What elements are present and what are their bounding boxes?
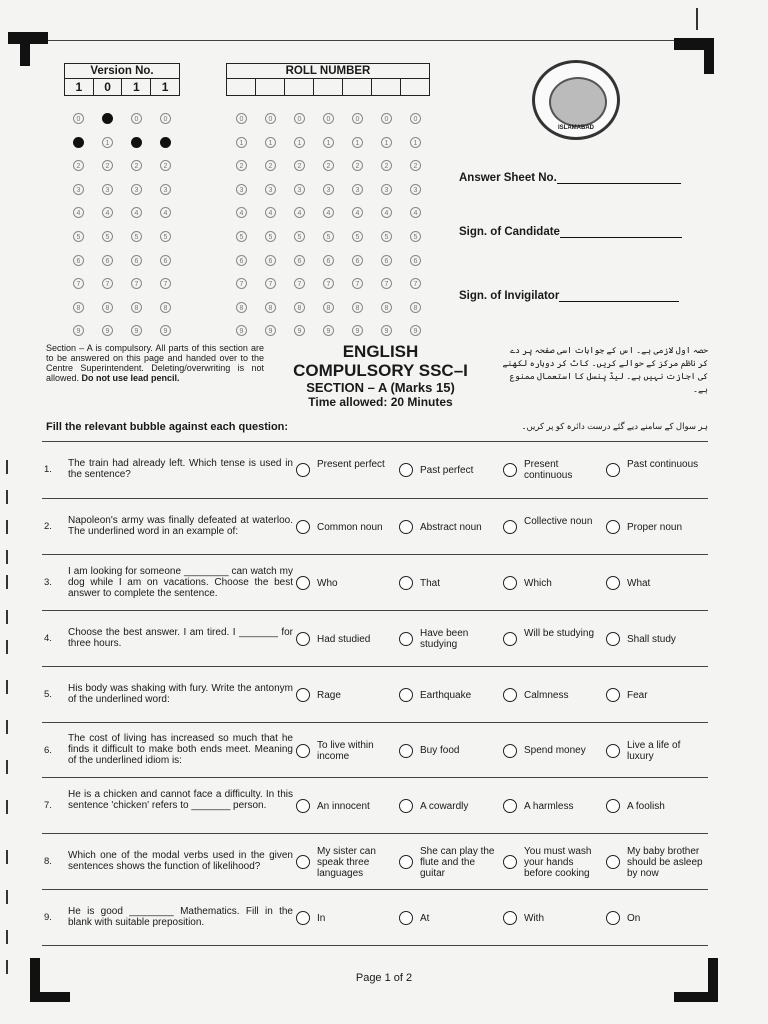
roll-bubble[interactable]: 4 xyxy=(352,207,363,218)
answer-option-label: A harmless xyxy=(524,800,574,812)
answer-bubble[interactable] xyxy=(606,799,620,813)
roll-bubble[interactable]: 5 xyxy=(381,231,392,242)
version-bubble[interactable]: 6 xyxy=(131,255,142,266)
answer-option-label: What xyxy=(627,577,651,589)
question-number: 7. xyxy=(44,800,52,811)
answer-option-label: Spend money xyxy=(524,745,586,756)
roll-bubble[interactable]: 9 xyxy=(323,325,334,336)
section-notes xyxy=(46,343,264,383)
row-divider xyxy=(42,945,708,946)
corner-mark-top-left-v xyxy=(20,32,30,66)
answer-option-label: My sister can speak three languages xyxy=(317,845,376,879)
row-divider xyxy=(42,666,708,667)
version-bubble[interactable]: 2 xyxy=(131,160,142,171)
roll-bubble[interactable]: 4 xyxy=(410,207,421,218)
margin-tick xyxy=(6,520,8,534)
answer-bubble[interactable] xyxy=(399,744,413,758)
answer-option-label: Have been studying xyxy=(420,628,469,650)
roll-bubble[interactable]: 5 xyxy=(265,231,276,242)
roll-bubble[interactable]: 7 xyxy=(294,278,305,289)
roll-bubble[interactable]: 3 xyxy=(381,184,392,195)
roll-bubble[interactable]: 6 xyxy=(381,255,392,266)
roll-bubble[interactable]: 3 xyxy=(294,184,305,195)
roll-bubble[interactable]: 7 xyxy=(236,278,247,289)
answer-bubble[interactable] xyxy=(399,799,413,813)
row-divider xyxy=(42,554,708,555)
margin-tick xyxy=(6,490,8,504)
question-text: He is a chicken and cannot face a difficulty. In this sentence 'chicken' refers to _______ person. xyxy=(68,788,293,811)
answer-option-label: My baby brother should be asleep by now xyxy=(627,845,703,879)
answer-option-label: Past perfect xyxy=(420,464,474,476)
answer-bubble[interactable] xyxy=(606,855,620,869)
row-divider xyxy=(42,889,708,890)
roll-bubble[interactable]: 8 xyxy=(323,302,334,313)
paper-title: COMPULSORY SSC–I xyxy=(293,361,468,380)
section-title: SECTION – A (Marks 15) xyxy=(306,380,455,395)
answer-option-label: Had studied xyxy=(317,633,371,645)
roll-bubble[interactable]: 3 xyxy=(265,184,276,195)
roll-bubble[interactable]: 0 xyxy=(265,113,276,124)
answer-bubble[interactable] xyxy=(296,463,310,477)
version-digit: 0 xyxy=(93,79,122,96)
roll-bubble[interactable]: 2 xyxy=(323,160,334,171)
answer-bubble[interactable] xyxy=(296,576,310,590)
question-text: Napoleon's army was finally defeated at waterloo. The underlined word in an example of: xyxy=(68,515,293,537)
answer-bubble[interactable] xyxy=(399,855,413,869)
version-bubble[interactable]: 5 xyxy=(102,231,113,242)
roll-digit-box[interactable] xyxy=(255,79,284,96)
urdu-instructions: حصہ اول لازمی ہے۔ اس کے جوابات اسی صفحہ پر دے کر ناظم مرکز کے حوالے کریں۔ کاٹ کر دوبارہ لکھنے کی اجازت نہیں ہے۔ لیڈ پنسل کا استعمال ممنوع ہے۔ xyxy=(502,345,708,394)
answer-option-label: Will be studying xyxy=(524,628,595,639)
question-number: 8. xyxy=(44,856,52,867)
answer-bubble[interactable] xyxy=(503,799,517,813)
answer-bubble[interactable] xyxy=(503,744,517,758)
question-number: 4. xyxy=(44,633,52,644)
version-bubble[interactable]: 1 xyxy=(102,137,113,148)
version-bubble[interactable]: 1 xyxy=(131,137,142,148)
margin-tick xyxy=(6,680,8,694)
answer-bubble[interactable] xyxy=(296,799,310,813)
roll-bubble[interactable]: 8 xyxy=(352,302,363,313)
roll-bubble[interactable]: 9 xyxy=(381,325,392,336)
version-bubble[interactable]: 5 xyxy=(73,231,84,242)
roll-bubble[interactable]: 4 xyxy=(265,207,276,218)
notes-bold: Do not use lead pencil. xyxy=(79,373,180,383)
answer-bubble[interactable] xyxy=(399,576,413,590)
roll-bubble[interactable]: 3 xyxy=(236,184,247,195)
margin-tick xyxy=(6,720,8,734)
answer-option-label: To live within income xyxy=(317,739,374,762)
sign-candidate-label: Sign. of Candidate xyxy=(459,226,560,238)
version-bubble[interactable]: 0 xyxy=(102,113,113,124)
roll-bubble[interactable]: 2 xyxy=(265,160,276,171)
answer-bubble[interactable] xyxy=(606,463,620,477)
version-bubble[interactable]: 8 xyxy=(102,302,113,313)
roll-bubble[interactable]: 1 xyxy=(410,137,421,148)
answer-option-label: Fear xyxy=(627,689,648,701)
roll-bubble[interactable]: 4 xyxy=(323,207,334,218)
answer-bubble[interactable] xyxy=(296,632,310,646)
row-divider xyxy=(42,777,708,778)
version-bubble[interactable]: 0 xyxy=(160,113,171,124)
time-allowed: Time allowed: 20 Minutes xyxy=(308,395,453,409)
roll-bubble[interactable]: 8 xyxy=(381,302,392,313)
question-text: He is good ________ Mathematics. Fill in the blank with suitable preposition. xyxy=(68,906,293,928)
answer-option-label: Abstract noun xyxy=(420,521,482,533)
roll-bubble[interactable]: 8 xyxy=(294,302,305,313)
answer-bubble[interactable] xyxy=(503,576,517,590)
answer-bubble[interactable] xyxy=(296,911,310,925)
answer-bubble[interactable] xyxy=(503,463,517,477)
version-bubble[interactable]: 4 xyxy=(131,207,142,218)
answer-option-label: At xyxy=(420,912,430,924)
answer-sheet-label: Answer Sheet No. xyxy=(459,172,557,184)
roll-bubble[interactable]: 4 xyxy=(294,207,305,218)
version-bubble[interactable]: 9 xyxy=(131,325,142,336)
version-bubble[interactable]: 4 xyxy=(73,207,84,218)
answer-option-label: Rage xyxy=(317,689,341,701)
roll-digit-box[interactable] xyxy=(227,79,256,96)
margin-tick xyxy=(6,850,8,864)
answer-bubble[interactable] xyxy=(399,463,413,477)
roll-bubble[interactable]: 4 xyxy=(381,207,392,218)
answer-bubble[interactable] xyxy=(399,632,413,646)
answer-option-label: Buy food xyxy=(420,745,460,756)
version-digit: 1 xyxy=(65,79,94,96)
version-bubble[interactable]: 7 xyxy=(73,278,84,289)
answer-sheet-field[interactable] xyxy=(459,172,681,184)
question-text: His body was shaking with fury. Write the antonym of the underlined word: xyxy=(68,683,293,705)
roll-bubble[interactable]: 6 xyxy=(236,255,247,266)
roll-bubble[interactable]: 6 xyxy=(323,255,334,266)
answer-bubble[interactable] xyxy=(503,911,517,925)
version-bubble[interactable]: 6 xyxy=(102,255,113,266)
roll-digit-box[interactable] xyxy=(400,79,429,96)
answer-option-label: With xyxy=(524,912,544,924)
roll-bubble[interactable]: 7 xyxy=(352,278,363,289)
version-bubble[interactable]: 7 xyxy=(131,278,142,289)
row-divider xyxy=(42,498,708,499)
margin-tick xyxy=(696,8,698,30)
answer-option-label: Live a life of luxury xyxy=(627,739,681,762)
answer-option-label: Shall study xyxy=(627,633,676,645)
roll-bubble[interactable]: 1 xyxy=(352,137,363,148)
version-label: Version No. xyxy=(65,64,180,79)
urdu-fill-instruction: ہر سوال کے سامنے دیے گئے درست دائرہ کو پر کریں۔ xyxy=(521,421,708,431)
answer-option-label: Past continuous xyxy=(627,459,699,470)
roll-bubble[interactable]: 8 xyxy=(265,302,276,313)
answer-bubble[interactable] xyxy=(296,520,310,534)
version-bubble[interactable]: 8 xyxy=(131,302,142,313)
top-border xyxy=(48,40,674,41)
roll-number-table xyxy=(226,63,430,96)
answer-bubble[interactable] xyxy=(606,520,620,534)
margin-tick xyxy=(6,930,8,944)
answer-option-label: On xyxy=(627,912,641,924)
roll-bubble[interactable]: 1 xyxy=(381,137,392,148)
version-digit: 1 xyxy=(151,79,180,96)
row-divider xyxy=(42,441,708,442)
subject-title: ENGLISH xyxy=(342,342,419,361)
row-divider xyxy=(42,610,708,611)
answer-option-label: Collective noun xyxy=(524,516,593,527)
roll-bubble[interactable]: 5 xyxy=(352,231,363,242)
version-bubble[interactable]: 4 xyxy=(102,207,113,218)
answer-option-label: A foolish xyxy=(627,800,665,812)
roll-bubble[interactable]: 0 xyxy=(381,113,392,124)
roll-bubble[interactable]: 8 xyxy=(410,302,421,313)
roll-bubble[interactable]: 2 xyxy=(294,160,305,171)
roll-bubble[interactable]: 0 xyxy=(323,113,334,124)
sign-candidate-field[interactable] xyxy=(459,226,682,238)
roll-digit-box[interactable] xyxy=(284,79,313,96)
notes-text: Section – A is compulsory. All parts of this section are to be answered on this page and handed over to the Centre Superintendent. Deleting/overwriting is not allowed. xyxy=(46,343,264,383)
fill-instruction: Fill the relevant bubble against each question: xyxy=(46,421,289,433)
roll-bubble[interactable]: 2 xyxy=(236,160,247,171)
answer-bubble[interactable] xyxy=(606,744,620,758)
version-bubble[interactable]: 5 xyxy=(160,231,171,242)
version-bubble[interactable]: 3 xyxy=(160,184,171,195)
roll-bubble[interactable]: 7 xyxy=(410,278,421,289)
answer-option-label: An innocent xyxy=(317,800,370,812)
version-bubble[interactable]: 9 xyxy=(102,325,113,336)
roll-bubble[interactable]: 9 xyxy=(236,325,247,336)
question-number: 9. xyxy=(44,912,52,923)
roll-bubble[interactable]: 0 xyxy=(352,113,363,124)
answer-bubble[interactable] xyxy=(296,855,310,869)
row-divider xyxy=(42,833,708,834)
question-text: The train had already left. Which tense is used in the sentence? xyxy=(68,458,293,480)
question-text: The cost of living has increased so much that he finds it difficult to make both ends meet. Meaning of the underlined idiom is: xyxy=(68,733,293,766)
roll-digit-box[interactable] xyxy=(313,79,342,96)
version-bubble[interactable]: 8 xyxy=(160,302,171,313)
margin-tick xyxy=(6,610,8,624)
version-bubble[interactable]: 5 xyxy=(131,231,142,242)
question-number: 5. xyxy=(44,689,52,700)
roll-bubble[interactable]: 0 xyxy=(236,113,247,124)
board-seal-logo xyxy=(532,60,620,140)
version-bubble[interactable]: 2 xyxy=(102,160,113,171)
roll-bubble[interactable]: 9 xyxy=(410,325,421,336)
version-bubble[interactable]: 9 xyxy=(160,325,171,336)
version-bubble[interactable]: 4 xyxy=(160,207,171,218)
roll-bubble[interactable]: 9 xyxy=(352,325,363,336)
answer-bubble[interactable] xyxy=(296,744,310,758)
row-divider xyxy=(42,722,708,723)
roll-bubble[interactable]: 6 xyxy=(294,255,305,266)
answer-option-label: That xyxy=(420,577,441,589)
margin-tick xyxy=(6,760,8,774)
question-text: Which one of the modal verbs used in the given sentences shows the function of likelihood? xyxy=(68,850,293,872)
sign-invigilator-field[interactable] xyxy=(459,290,679,302)
question-number: 1. xyxy=(44,464,52,475)
version-bubble[interactable]: 7 xyxy=(102,278,113,289)
answer-option-label: Present perfect xyxy=(317,459,385,470)
roll-bubble[interactable]: 3 xyxy=(352,184,363,195)
version-bubble[interactable]: 6 xyxy=(160,255,171,266)
question-number: 2. xyxy=(44,521,52,532)
answer-option-label: Earthquake xyxy=(420,689,472,701)
version-bubble[interactable]: 1 xyxy=(160,137,171,148)
version-bubble[interactable]: 3 xyxy=(131,184,142,195)
answer-bubble[interactable] xyxy=(296,688,310,702)
answer-bubble[interactable] xyxy=(606,688,620,702)
answer-option-label: In xyxy=(317,912,326,924)
answer-option-label: Who xyxy=(317,577,338,589)
roll-bubble[interactable]: 0 xyxy=(410,113,421,124)
question-number: 3. xyxy=(44,577,52,588)
roll-bubble[interactable]: 5 xyxy=(323,231,334,242)
margin-tick xyxy=(6,575,8,589)
answer-option-label: Which xyxy=(524,577,552,589)
version-bubble[interactable]: 1 xyxy=(73,137,84,148)
seal-text: ISLAMABAD xyxy=(558,125,594,131)
answer-option-label: Common noun xyxy=(317,521,383,533)
roll-bubble[interactable]: 6 xyxy=(410,255,421,266)
answer-bubble[interactable] xyxy=(606,632,620,646)
roll-bubble[interactable]: 9 xyxy=(265,325,276,336)
roll-bubble[interactable]: 5 xyxy=(410,231,421,242)
question-text: I am looking for someone ________ can watch my dog while I am on vacations. Choose the best answer to complete the sentence. xyxy=(68,565,293,599)
margin-tick xyxy=(6,800,8,814)
question-number: 6. xyxy=(44,744,52,756)
roll-bubble[interactable]: 3 xyxy=(410,184,421,195)
version-bubble[interactable]: 3 xyxy=(102,184,113,195)
answer-bubble[interactable] xyxy=(503,632,517,646)
answer-bubble[interactable] xyxy=(606,576,620,590)
version-bubble[interactable]: 7 xyxy=(160,278,171,289)
version-bubble[interactable]: 8 xyxy=(73,302,84,313)
roll-digit-box[interactable] xyxy=(371,79,400,96)
roll-bubble[interactable]: 8 xyxy=(236,302,247,313)
version-digit: 1 xyxy=(122,79,151,96)
roll-bubble[interactable]: 5 xyxy=(294,231,305,242)
sign-invigilator-label: Sign. of Invigilator xyxy=(459,290,560,302)
answer-bubble[interactable] xyxy=(503,855,517,869)
answer-option-label: You must wash your hands before cooking xyxy=(524,845,592,879)
roll-number-label: ROLL NUMBER xyxy=(227,64,430,79)
version-bubble[interactable]: 9 xyxy=(73,325,84,336)
roll-bubble[interactable]: 4 xyxy=(236,207,247,218)
roll-bubble[interactable]: 7 xyxy=(381,278,392,289)
version-bubble[interactable]: 3 xyxy=(73,184,84,195)
roll-bubble[interactable]: 0 xyxy=(294,113,305,124)
version-bubble[interactable]: 0 xyxy=(73,113,84,124)
answer-bubble[interactable] xyxy=(399,911,413,925)
corner-mark-top-right-v xyxy=(704,38,714,74)
answer-option-label: Present continuous xyxy=(524,459,573,481)
roll-bubble[interactable]: 3 xyxy=(323,184,334,195)
roll-bubble[interactable]: 1 xyxy=(265,137,276,148)
roll-bubble[interactable]: 2 xyxy=(381,160,392,171)
version-bubble[interactable]: 2 xyxy=(160,160,171,171)
version-bubble[interactable]: 6 xyxy=(73,255,84,266)
roll-bubble[interactable]: 2 xyxy=(352,160,363,171)
answer-option-label: Calmness xyxy=(524,689,569,701)
margin-tick xyxy=(6,460,8,474)
roll-digit-box[interactable] xyxy=(342,79,371,96)
answer-option-label: She can play the flute and the guitar xyxy=(420,845,495,879)
answer-bubble[interactable] xyxy=(399,688,413,702)
roll-bubble[interactable]: 6 xyxy=(352,255,363,266)
answer-bubble[interactable] xyxy=(503,688,517,702)
margin-tick xyxy=(6,640,8,654)
answer-bubble[interactable] xyxy=(503,520,517,534)
roll-bubble[interactable]: 6 xyxy=(265,255,276,266)
answer-option-label: Proper noun xyxy=(627,521,683,533)
margin-tick xyxy=(6,550,8,564)
version-bubble[interactable]: 0 xyxy=(131,113,142,124)
roll-bubble[interactable]: 2 xyxy=(410,160,421,171)
question-text: Choose the best answer. I am tired. I _______ for three hours. xyxy=(68,627,293,649)
roll-bubble[interactable]: 9 xyxy=(294,325,305,336)
page-number: Page 1 of 2 xyxy=(355,972,413,984)
roll-bubble[interactable]: 1 xyxy=(323,137,334,148)
version-bubble[interactable]: 2 xyxy=(73,160,84,171)
answer-bubble[interactable] xyxy=(606,911,620,925)
version-table xyxy=(64,63,180,96)
roll-bubble[interactable]: 1 xyxy=(294,137,305,148)
answer-bubble[interactable] xyxy=(399,520,413,534)
answer-option-label: A cowardly xyxy=(420,800,469,812)
roll-bubble[interactable]: 7 xyxy=(323,278,334,289)
margin-tick xyxy=(6,890,8,904)
roll-bubble[interactable]: 7 xyxy=(265,278,276,289)
roll-bubble[interactable]: 5 xyxy=(236,231,247,242)
roll-bubble[interactable]: 1 xyxy=(236,137,247,148)
